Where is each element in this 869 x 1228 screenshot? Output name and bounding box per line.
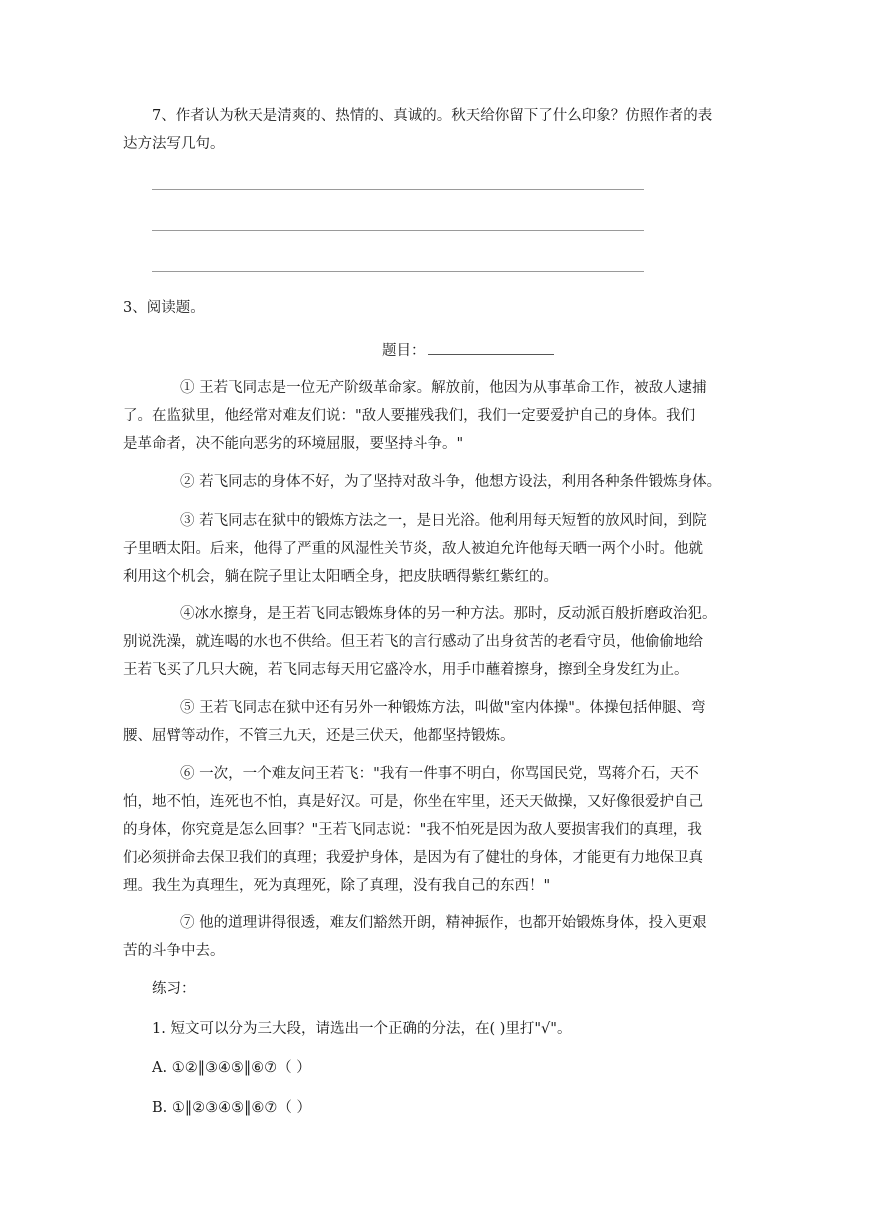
answer-line-1[interactable]	[152, 189, 644, 190]
option-a[interactable]: A. ①②‖③④⑤‖⑥⑦（ ）	[152, 1060, 311, 1076]
paragraph-4-line: 王若飞买了几只大碗，若飞同志每天用它盛冷水，用手巾蘸着擦身，擦到全身发红为止。	[123, 662, 689, 678]
paragraph-3-line: ③ 若飞同志在狱中的锻炼方法之一，是日光浴。他利用每天短暂的放风时间，到院	[180, 513, 707, 529]
paragraph-3-line: 子里晒太阳。后来，他得了严重的风湿性关节炎，敌人被迫允许他每天晒一两个小时。他就	[123, 541, 703, 557]
paragraph-1-line: 了。在监狱里，他经常对难友们说："敌人要摧残我们，我们一定要爱护自己的身体。我们	[123, 408, 696, 424]
passage-title-row	[382, 340, 554, 361]
section-heading: 3、阅读题。	[123, 300, 205, 316]
exercise-question-1: 1. 短文可以分为三大段，请选出一个正确的分法，在( )里打"√"。	[152, 1021, 572, 1037]
paragraph-6-line: 理。我生为真理生，死为真理死，除了真理，没有我自己的东西！"	[123, 878, 551, 894]
paragraph-1-line: ① 王若飞同志是一位无产阶级革命家。解放前，他因为从事革命工作，被敌人逮捕	[180, 380, 707, 396]
paragraph-6-line: 们必须拼命去保卫我们的真理；我爱护身体，是因为有了健壮的身体，才能更有力地保卫真	[123, 850, 703, 866]
paragraph-6-line: 的身体，你究竟是怎么回事？"王若飞同志说："我不怕死是因为敌人要损害我们的真理，我	[123, 822, 702, 838]
paragraph-4-line: ④冰水擦身，是王若飞同志锻炼身体的另一种方法。那时，反动派百般折磨政治犯。	[180, 606, 717, 622]
title-blank[interactable]	[428, 340, 554, 355]
paragraph-6-line: ⑥ 一次，一个难友问王若飞："我有一件事不明白，你骂国民党，骂蒋介石，天不	[180, 766, 699, 782]
exercise-heading: 练习：	[152, 981, 196, 997]
paragraph-6-line: 怕，地不怕，连死也不怕，真是好汉。可是，你坐在牢里，还天天做操，又好像很爱护自己	[123, 794, 703, 810]
paragraph-7-line: 苦的斗争中去。	[123, 943, 225, 959]
paragraph-4-line: 别说洗澡，就连喝的水也不供给。但王若飞的言行感动了出身贫苦的老看守员，他偷偷地给	[123, 634, 703, 650]
question-7-text: 7、作者认为秋天是清爽的、热情的、真诚的。秋天给你留下了什么印象？仿照作者的表	[152, 108, 713, 124]
question-7-text-cont: 达方法写几句。	[123, 136, 225, 152]
paragraph-5-line: ⑤ 王若飞同志在狱中还有另外一种锻炼方法，叫做"室内体操"。体操包括伸腿、弯	[180, 700, 706, 716]
option-b[interactable]: B. ①‖②③④⑤‖⑥⑦（ ）	[152, 1100, 311, 1116]
paragraph-2-line: ② 若飞同志的身体不好，为了坚持对敌斗争，他想方设法，利用各种条件锻炼身体。	[180, 474, 722, 490]
answer-line-2[interactable]	[152, 230, 644, 231]
answer-line-3[interactable]	[152, 271, 644, 272]
paragraph-7-line: ⑦ 他的道理讲得很透，难友们豁然开朗，精神振作，也都开始锻炼身体，投入更艰	[180, 915, 707, 931]
paragraph-5-line: 腰、屈臂等动作，不管三九天，还是三伏天，他都坚持锻炼。	[123, 728, 515, 744]
paragraph-3-line: 利用这个机会，躺在院子里让太阳晒全身，把皮肤晒得紫红紫红的。	[123, 569, 558, 585]
paragraph-1-line: 是革命者，决不能向恶劣的环境屈服，要坚持斗争。"	[123, 436, 464, 452]
title-label: 题目：	[382, 343, 426, 359]
